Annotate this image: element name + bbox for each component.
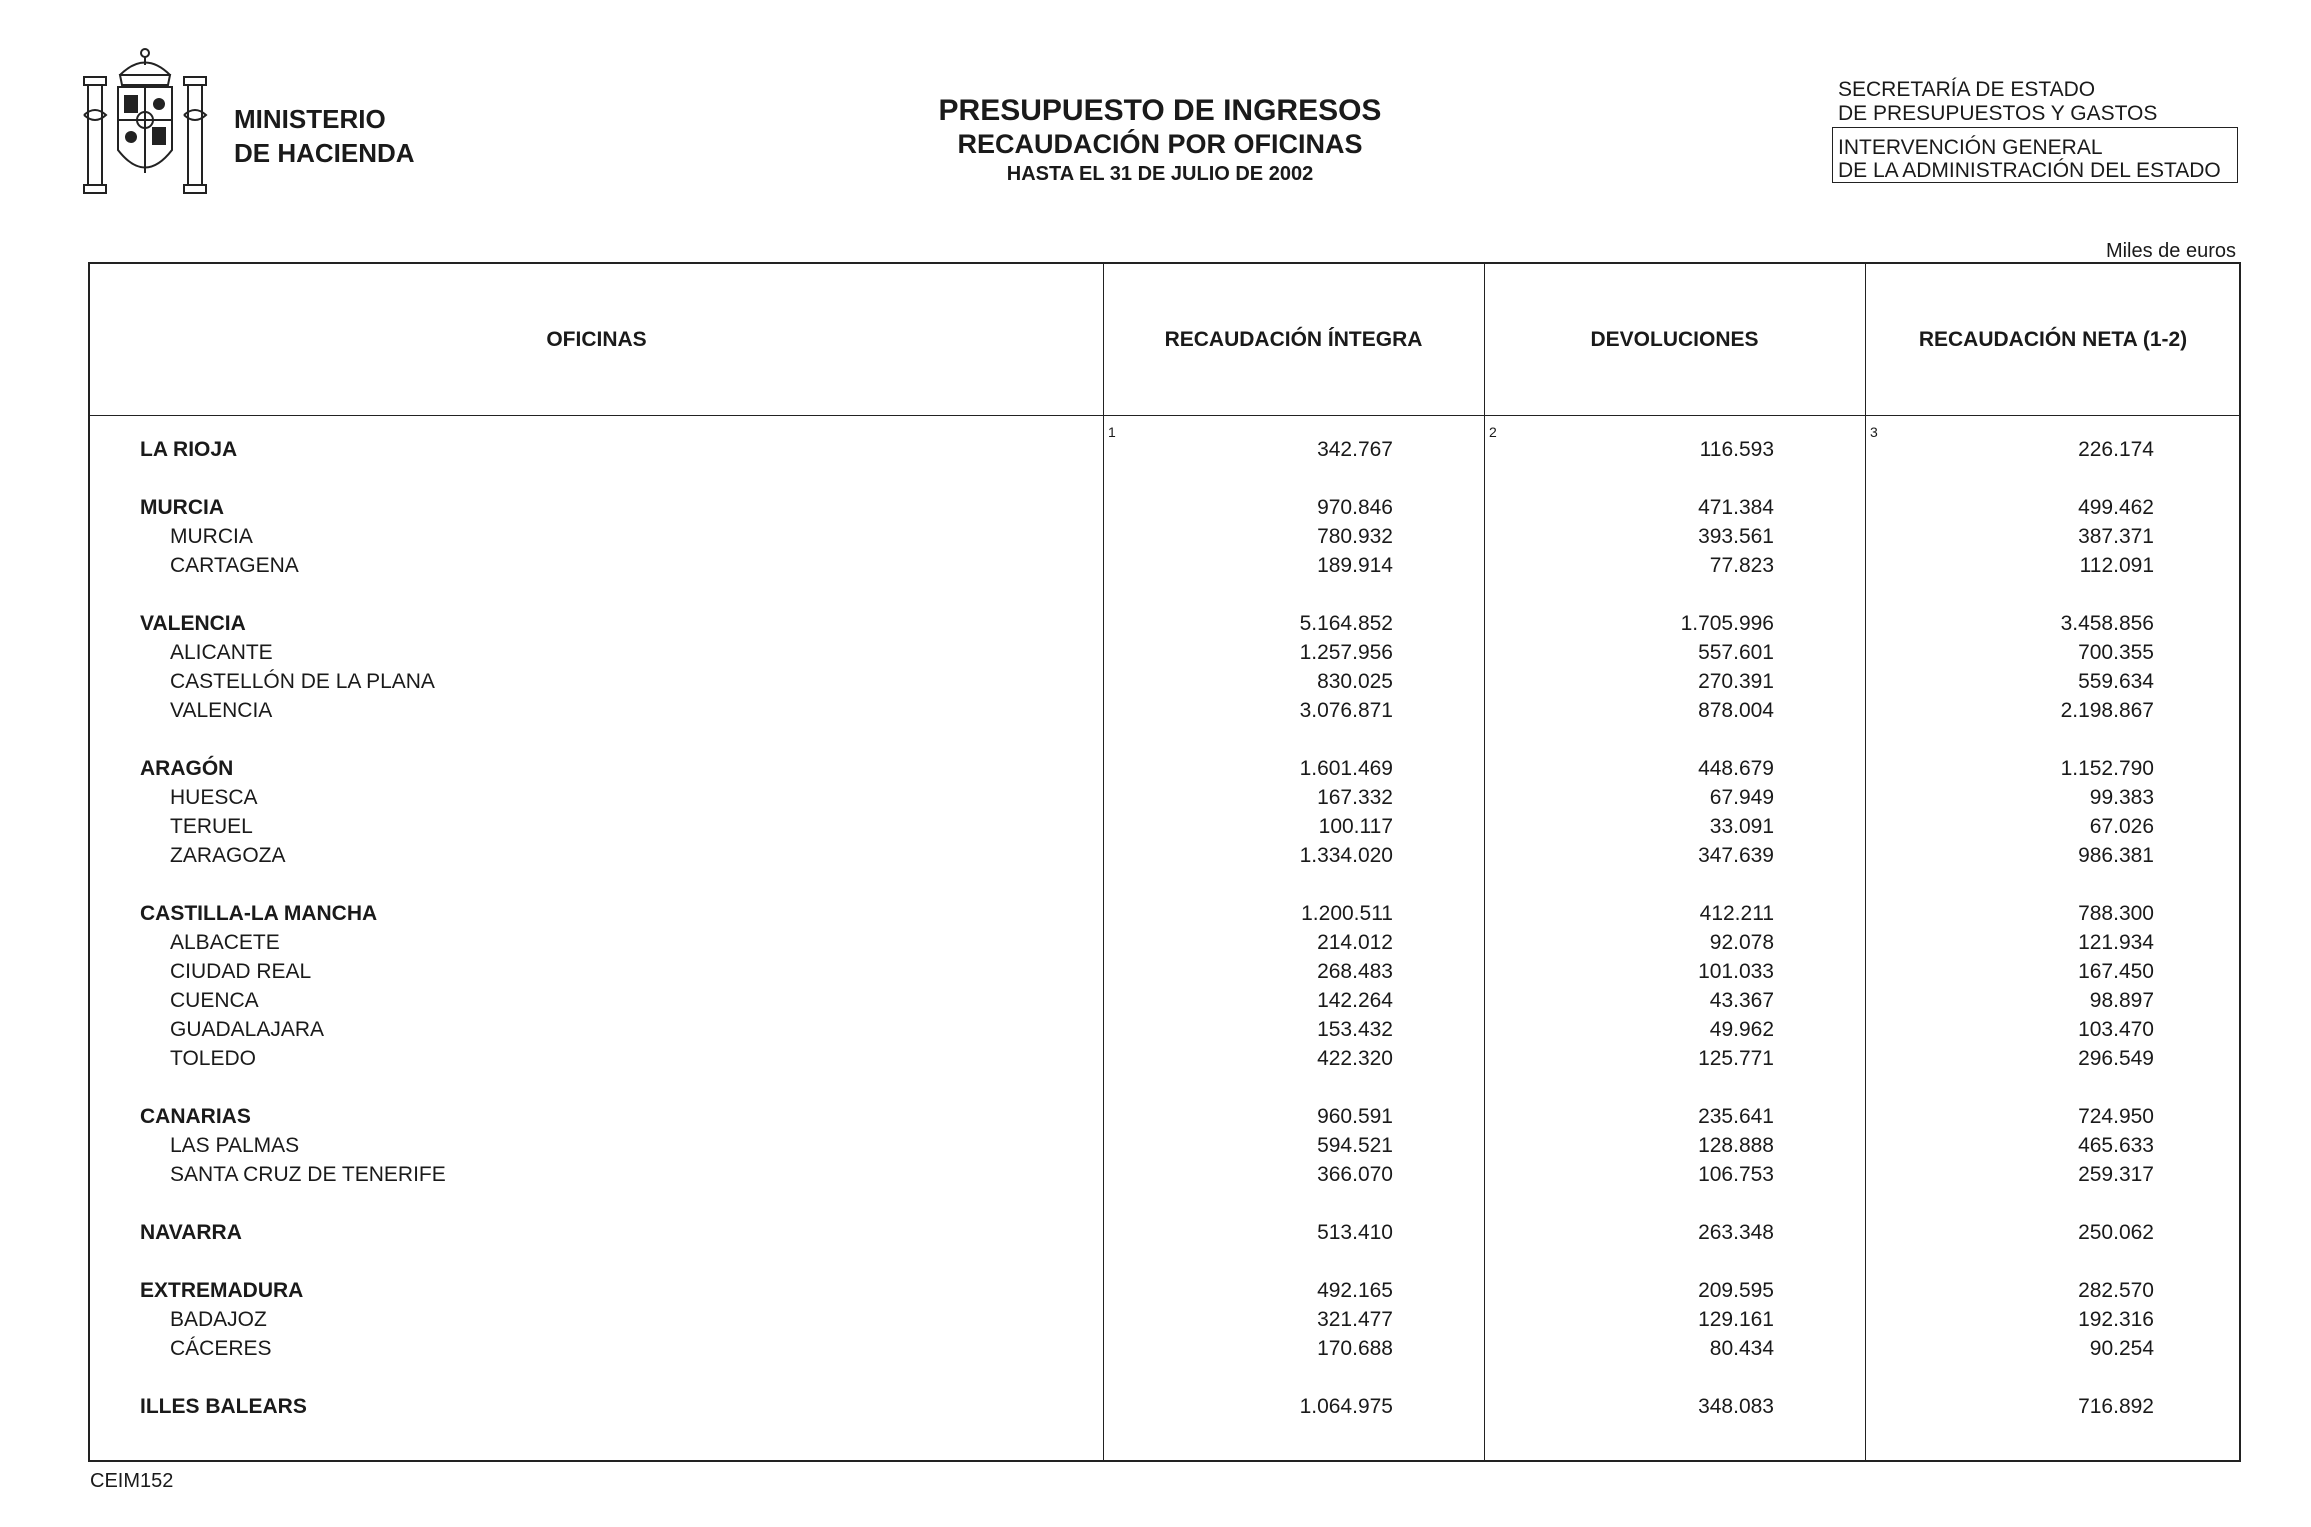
net-collection-value: 3.458.856 bbox=[2060, 612, 2154, 635]
net-collection-value: 700.355 bbox=[2078, 641, 2154, 664]
gross-collection-value: 1.200.511 bbox=[1301, 902, 1393, 925]
net-collection-value: 226.174 bbox=[2078, 438, 2154, 461]
gross-collection-value: 268.483 bbox=[1317, 960, 1393, 983]
office-name: VALENCIA bbox=[140, 612, 246, 635]
table-row-office bbox=[90, 667, 2239, 696]
report-title: PRESUPUESTO DE INGRESOS bbox=[938, 94, 1382, 127]
gross-collection-value: 492.165 bbox=[1317, 1279, 1393, 1302]
refunds-value: 263.348 bbox=[1698, 1221, 1774, 1244]
table-row-office bbox=[90, 841, 2239, 870]
table-row-region bbox=[90, 1392, 2239, 1421]
table-row-office bbox=[90, 696, 2239, 725]
document-code: CEIM152 bbox=[90, 1470, 174, 1492]
table-row-office bbox=[90, 1160, 2239, 1189]
refunds-value: 129.161 bbox=[1698, 1308, 1774, 1331]
office-name: EXTREMADURA bbox=[140, 1279, 304, 1302]
intervencion-line-2: DE LA ADMINISTRACIÓN DEL ESTADO bbox=[1838, 159, 2221, 182]
office-name: SANTA CRUZ DE TENERIFE bbox=[170, 1163, 446, 1186]
refunds-value: 209.595 bbox=[1698, 1279, 1774, 1302]
ministry-line-2: DE HACIENDA bbox=[234, 138, 415, 168]
table-row-region bbox=[90, 493, 2239, 522]
gross-collection-value: 780.932 bbox=[1317, 525, 1393, 548]
refunds-value: 49.962 bbox=[1709, 1018, 1774, 1041]
refunds-value: 116.593 bbox=[1699, 438, 1774, 461]
table-row-office bbox=[90, 1305, 2239, 1334]
gross-collection-value: 1.334.020 bbox=[1299, 844, 1393, 867]
table-row-region bbox=[90, 899, 2239, 928]
refunds-value: 125.771 bbox=[1698, 1047, 1774, 1070]
office-name: ARAGÓN bbox=[140, 757, 234, 780]
net-collection-value: 250.062 bbox=[2078, 1221, 2154, 1244]
units-label: Miles de euros bbox=[2105, 240, 2236, 262]
refunds-value: 270.391 bbox=[1698, 670, 1774, 693]
office-name: VALENCIA bbox=[170, 699, 273, 722]
refunds-value: 43.367 bbox=[1709, 989, 1774, 1012]
gross-collection-value: 342.767 bbox=[1317, 438, 1393, 461]
gross-collection-value: 1.601.469 bbox=[1299, 757, 1393, 780]
refunds-value: 412.211 bbox=[1699, 902, 1774, 925]
table-row-office bbox=[90, 522, 2239, 551]
gross-collection-value: 594.521 bbox=[1317, 1134, 1393, 1157]
office-name: NAVARRA bbox=[140, 1221, 242, 1244]
intervencion-box bbox=[1832, 127, 2238, 183]
table-row-region bbox=[90, 1102, 2239, 1131]
net-collection-value: 167.450 bbox=[2078, 960, 2154, 983]
refunds-value: 235.641 bbox=[1698, 1105, 1774, 1128]
net-collection-value: 1.152.790 bbox=[2060, 757, 2154, 780]
gross-collection-value: 1.064.975 bbox=[1299, 1395, 1393, 1418]
refunds-value: 33.091 bbox=[1709, 815, 1774, 838]
refunds-value: 101.033 bbox=[1698, 960, 1774, 983]
gross-collection-value: 513.410 bbox=[1317, 1221, 1393, 1244]
refunds-value: 878.004 bbox=[1698, 699, 1774, 722]
refunds-value: 106.753 bbox=[1698, 1163, 1774, 1186]
net-collection-value: 716.892 bbox=[2078, 1395, 2154, 1418]
gross-collection-value: 3.076.871 bbox=[1299, 699, 1393, 722]
coat-of-arms-logo bbox=[80, 45, 210, 197]
report-period: HASTA EL 31 DE JULIO DE 2002 bbox=[1006, 163, 1314, 185]
office-name: MURCIA bbox=[140, 496, 224, 519]
table-body bbox=[90, 435, 2239, 1421]
refunds-value: 347.639 bbox=[1698, 844, 1774, 867]
net-collection-value: 90.254 bbox=[2089, 1337, 2154, 1360]
net-collection-value: 296.549 bbox=[2078, 1047, 2154, 1070]
column-header-integra: RECAUDACIÓN ÍNTEGRA bbox=[1164, 327, 1423, 351]
refunds-value: 77.823 bbox=[1709, 554, 1774, 577]
gross-collection-value: 214.012 bbox=[1317, 931, 1393, 954]
intervencion-line-1: INTERVENCIÓN GENERAL bbox=[1838, 136, 2103, 159]
net-collection-value: 465.633 bbox=[2078, 1134, 2154, 1157]
table-row-office bbox=[90, 638, 2239, 667]
refunds-value: 80.434 bbox=[1709, 1337, 1774, 1360]
table-row-office bbox=[90, 783, 2239, 812]
office-name: CANARIAS bbox=[140, 1105, 251, 1128]
column-number: 2 bbox=[1489, 424, 1497, 440]
refunds-value: 393.561 bbox=[1698, 525, 1774, 548]
office-name: TOLEDO bbox=[170, 1047, 256, 1070]
refunds-value: 1.705.996 bbox=[1680, 612, 1774, 635]
report-subtitle: RECAUDACIÓN POR OFICINAS bbox=[957, 129, 1363, 159]
net-collection-value: 112.091 bbox=[2079, 554, 2154, 577]
table-row-office bbox=[90, 1015, 2239, 1044]
net-collection-value: 99.383 bbox=[2089, 786, 2154, 809]
column-number: 1 bbox=[1108, 424, 1116, 440]
report-title-block bbox=[840, 94, 1480, 188]
office-name: TERUEL bbox=[170, 815, 253, 838]
table-row-office bbox=[90, 986, 2239, 1015]
refunds-value: 448.679 bbox=[1698, 757, 1774, 780]
office-name: ALICANTE bbox=[170, 641, 273, 664]
net-collection-value: 499.462 bbox=[2078, 496, 2154, 519]
office-name: CASTELLÓN DE LA PLANA bbox=[170, 670, 435, 693]
gross-collection-value: 970.846 bbox=[1317, 496, 1393, 519]
office-name: CARTAGENA bbox=[170, 554, 299, 577]
net-collection-value: 192.316 bbox=[2078, 1308, 2154, 1331]
secretaria-block bbox=[1838, 78, 2157, 126]
office-name: BADAJOZ bbox=[170, 1308, 267, 1331]
column-number: 3 bbox=[1870, 424, 1878, 440]
column-header-neta: RECAUDACIÓN NETA (1-2) bbox=[1918, 327, 2188, 351]
net-collection-value: 259.317 bbox=[2078, 1163, 2154, 1186]
gross-collection-value: 366.070 bbox=[1317, 1163, 1393, 1186]
office-name: GUADALAJARA bbox=[170, 1018, 325, 1041]
gross-collection-value: 960.591 bbox=[1317, 1105, 1393, 1128]
net-collection-value: 98.897 bbox=[2089, 989, 2154, 1012]
table-row-region bbox=[90, 435, 2239, 464]
header-divider bbox=[90, 415, 2239, 416]
office-name: ZARAGOZA bbox=[170, 844, 286, 867]
net-collection-value: 387.371 bbox=[2078, 525, 2154, 548]
office-name: HUESCA bbox=[170, 786, 258, 809]
column-header-devoluciones: DEVOLUCIONES bbox=[1590, 327, 1759, 351]
office-name: CUENCA bbox=[170, 989, 259, 1012]
refunds-value: 348.083 bbox=[1698, 1395, 1774, 1418]
refunds-value: 67.949 bbox=[1709, 786, 1774, 809]
gross-collection-value: 422.320 bbox=[1317, 1047, 1393, 1070]
table-row-office bbox=[90, 957, 2239, 986]
gross-collection-value: 321.477 bbox=[1317, 1308, 1393, 1331]
table-row-region bbox=[90, 1218, 2239, 1247]
secretaria-line-1: SECRETARÍA DE ESTADO bbox=[1838, 78, 2096, 101]
net-collection-value: 67.026 bbox=[2089, 815, 2154, 838]
table-row-office bbox=[90, 1044, 2239, 1073]
table-row-region bbox=[90, 754, 2239, 783]
table-row-office bbox=[90, 1334, 2239, 1363]
table-row-region bbox=[90, 1276, 2239, 1305]
net-collection-value: 121.934 bbox=[2078, 931, 2154, 954]
table-row-office bbox=[90, 812, 2239, 841]
refunds-value: 557.601 bbox=[1698, 641, 1774, 664]
office-name: CASTILLA-LA MANCHA bbox=[140, 902, 378, 925]
net-collection-value: 724.950 bbox=[2078, 1105, 2154, 1128]
net-collection-value: 788.300 bbox=[2078, 902, 2154, 925]
gross-collection-value: 1.257.956 bbox=[1299, 641, 1393, 664]
table-row-office bbox=[90, 928, 2239, 957]
office-name: CÁCERES bbox=[170, 1337, 272, 1360]
gross-collection-value: 167.332 bbox=[1317, 786, 1393, 809]
ministry-line-1: MINISTERIO bbox=[234, 104, 386, 134]
table-row-office bbox=[90, 551, 2239, 580]
office-name: ILLES BALEARS bbox=[140, 1395, 307, 1418]
table-row-region bbox=[90, 609, 2239, 638]
net-collection-value: 986.381 bbox=[2078, 844, 2154, 867]
net-collection-value: 103.470 bbox=[2078, 1018, 2154, 1041]
net-collection-value: 282.570 bbox=[2078, 1279, 2154, 1302]
office-name: LA RIOJA bbox=[140, 438, 238, 461]
office-name: ALBACETE bbox=[170, 931, 280, 954]
gross-collection-value: 5.164.852 bbox=[1299, 612, 1393, 635]
refunds-value: 92.078 bbox=[1709, 931, 1774, 954]
column-header-oficinas: OFICINAS bbox=[546, 327, 647, 351]
ministry-name bbox=[234, 102, 415, 170]
secretaria-line-2: DE PRESUPUESTOS Y GASTOS bbox=[1838, 102, 2158, 125]
refunds-value: 128.888 bbox=[1698, 1134, 1774, 1157]
gross-collection-value: 100.117 bbox=[1318, 815, 1393, 838]
office-name: MURCIA bbox=[170, 525, 253, 548]
refunds-value: 471.384 bbox=[1698, 496, 1774, 519]
gross-collection-value: 142.264 bbox=[1317, 989, 1393, 1012]
office-name: CIUDAD REAL bbox=[170, 960, 312, 983]
net-collection-value: 2.198.867 bbox=[2060, 699, 2154, 722]
gross-collection-value: 170.688 bbox=[1317, 1337, 1393, 1360]
gross-collection-value: 830.025 bbox=[1317, 670, 1393, 693]
table-row-office bbox=[90, 1131, 2239, 1160]
revenue-table bbox=[88, 262, 2241, 1462]
office-name: LAS PALMAS bbox=[170, 1134, 300, 1157]
net-collection-value: 559.634 bbox=[2078, 670, 2154, 693]
gross-collection-value: 189.914 bbox=[1317, 554, 1393, 577]
gross-collection-value: 153.432 bbox=[1317, 1018, 1393, 1041]
